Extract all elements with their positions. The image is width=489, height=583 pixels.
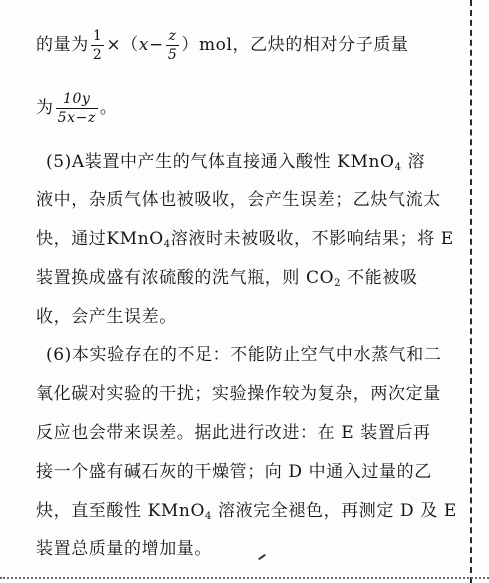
fraction-denominator: 2 [92, 47, 103, 63]
para5-line-2 [36, 189, 441, 211]
text-run: 液中，杂质气体也被吸收，会产生误差；乙炔气流太 [36, 190, 441, 210]
pencil-mark [258, 554, 266, 560]
fraction-molar-mass [56, 92, 98, 125]
para6-line-2 [36, 383, 441, 405]
text-run: 溶液完全褪色，再测定 D 及 E [211, 501, 457, 521]
fraction-numerator: z [166, 29, 180, 46]
para6-line-5 [36, 500, 457, 528]
fraction-denominator: 5 [167, 47, 178, 63]
right-dashed-border [470, 0, 472, 583]
text-run: (5)A装置中产生的气体直接通入酸性 KMnO [46, 152, 395, 172]
text-run: 炔，直至酸性 KMnO [36, 501, 205, 521]
formula-line-1 [36, 29, 409, 62]
times-open: ×（ [106, 35, 139, 55]
para6-line-3 [36, 422, 431, 444]
subscript: 2 [334, 278, 342, 289]
text-run: 反应也会带来误差。据此进行改进：在 E 装置后再 [36, 423, 431, 443]
subscript: 4 [163, 239, 171, 250]
bottom-dotted-border [0, 577, 489, 579]
text-run: 溶液时未被吸收，不影响结果；将 E [170, 229, 454, 249]
text-run: 快，通过KMnO [36, 229, 164, 249]
para5-line-3 [36, 228, 454, 256]
close-unit: ）mol，乙炔的相对分子质量 [181, 35, 409, 55]
formula-line-2 [36, 92, 118, 125]
minus-sign: − [148, 35, 164, 55]
text-run: 溶 [401, 152, 426, 172]
para6-line-4 [36, 461, 432, 483]
text-run: (6)本实验存在的不足：不能防止空气中水蒸气和二 [46, 345, 442, 365]
fraction-z-over-5 [166, 29, 180, 62]
subscript: 4 [394, 162, 402, 173]
var-x: x [138, 35, 149, 55]
line2-lead: 为 [36, 98, 54, 118]
text-run: 氧化碳对实验的干扰；实验操作较为复杂，两次定量 [36, 384, 441, 404]
line2-period: 。 [99, 98, 118, 118]
fraction-denominator: 5x−z [57, 110, 96, 126]
text-run: 不能被吸 [341, 268, 418, 288]
text-run: 收，会产生误差。 [36, 307, 177, 327]
para5-line-1 [46, 151, 425, 179]
fraction-numerator: 10y [56, 92, 98, 109]
para6-line-6 [36, 538, 212, 560]
text-run: 装置总质量的增加量。 [36, 539, 212, 559]
text-run: 接一个盛有碱石灰的干燥管；向 D 中通入过量的乙 [36, 462, 432, 482]
text-run: 装置换成盛有浓硫酸的洗气瓶，则 CO [36, 268, 335, 288]
para5-line-4 [36, 267, 418, 295]
fraction-numerator: 1 [92, 28, 103, 44]
subscript: 4 [205, 511, 212, 522]
line1-lead: 的量为 [36, 35, 89, 55]
para5-line-5 [36, 306, 177, 328]
para6-line-1 [46, 344, 441, 366]
fraction-one-half [91, 29, 105, 62]
